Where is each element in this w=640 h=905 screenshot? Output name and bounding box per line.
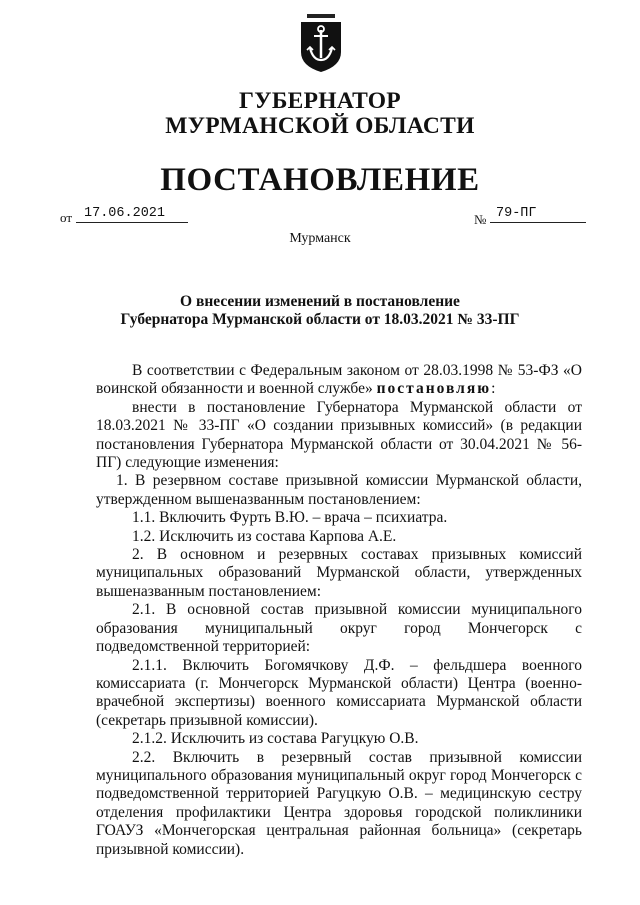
paragraph-preamble — [96, 362, 582, 399]
document-subject — [0, 293, 640, 329]
date-label: от — [60, 210, 73, 225]
paragraph-item-2-2: 2.2. Включить в резервный состав призывной комиссии муниципального образования муниципальный округ город Мончегорск с подведомственной территорией Рагуцкую О.В. – медицинскую сестру отделения профилактики Центра здоровья городской поликлиники ГОАУЗ «Мончегорская центральная районная больница» (секретарь призывной комиссии). — [96, 748, 582, 858]
subject-line-1: О внесении изменений в постановление — [180, 293, 460, 310]
paragraph-item-1-1: 1.1. Включить Фурть В.Ю. – врача – психиатра. — [132, 509, 448, 527]
paragraph-item-1: 1. В резервном составе призывной комиссии Мурманской области, утвержденном вышеназванным постановлением: — [96, 472, 582, 508]
document-date: 17.06.2021 — [76, 206, 188, 223]
coat-of-arms-emblem-icon — [297, 14, 345, 74]
paragraph-item-2-1-2: 2.1.2. Исключить из состава Рагуцкую О.В. — [132, 730, 419, 748]
header-governor: ГУБЕРНАТОР — [239, 88, 401, 114]
document-number: 79-ПГ — [490, 206, 586, 223]
document-type-title: ПОСТАНОВЛЕНИЕ — [160, 162, 480, 198]
paragraph-item-1-2: 1.2. Исключить из состава Карпова А.Е. — [132, 527, 397, 545]
paragraph-item-2: 2. В основном и резервных составах призывных комиссий муниципальных образований Мурманской области, утвержденных вышеназванным постановлением: — [96, 546, 582, 600]
resolve-word: постановляю — [376, 380, 492, 398]
preamble-text: В соответствии с Федеральным законом от 28.03.1998 № 53-ФЗ «О воинской обязанности и военной службе» — [96, 362, 582, 398]
paragraph-item-2-1-1: 2.1.1. Включить Богомячкову Д.Ф. – фельдшера военного комиссариата (г. Мончегорск Мурманской области) Центра (военно-врачебной экспертизы) военного комиссариата Мурманской области (секретарь призывной комиссии). — [96, 656, 582, 729]
header-region: МУРМАНСКОЙ ОБЛАСТИ — [165, 113, 475, 139]
document-body — [96, 362, 582, 859]
paragraph-item-2-1: 2.1. В основной состав призывной комиссии муниципального образования муниципальный округ город Мончегорск с подведомственной территорией: — [96, 601, 582, 656]
city: Мурманск — [289, 231, 351, 246]
number-label: № — [474, 212, 487, 227]
resolve-colon: : — [491, 380, 496, 398]
subject-line-2: Губернатора Мурманской области от 18.03.2021 № 33-ПГ — [120, 311, 520, 328]
paragraph-amend: внести в постановление Губернатора Мурманской области от 18.03.2021 № 33-ПГ «О создании призывных комиссий» (в редакции постановления Губернатора Мурманской области от 30.04.2021 № 56-ПГ) следующие изменения: — [96, 398, 582, 472]
